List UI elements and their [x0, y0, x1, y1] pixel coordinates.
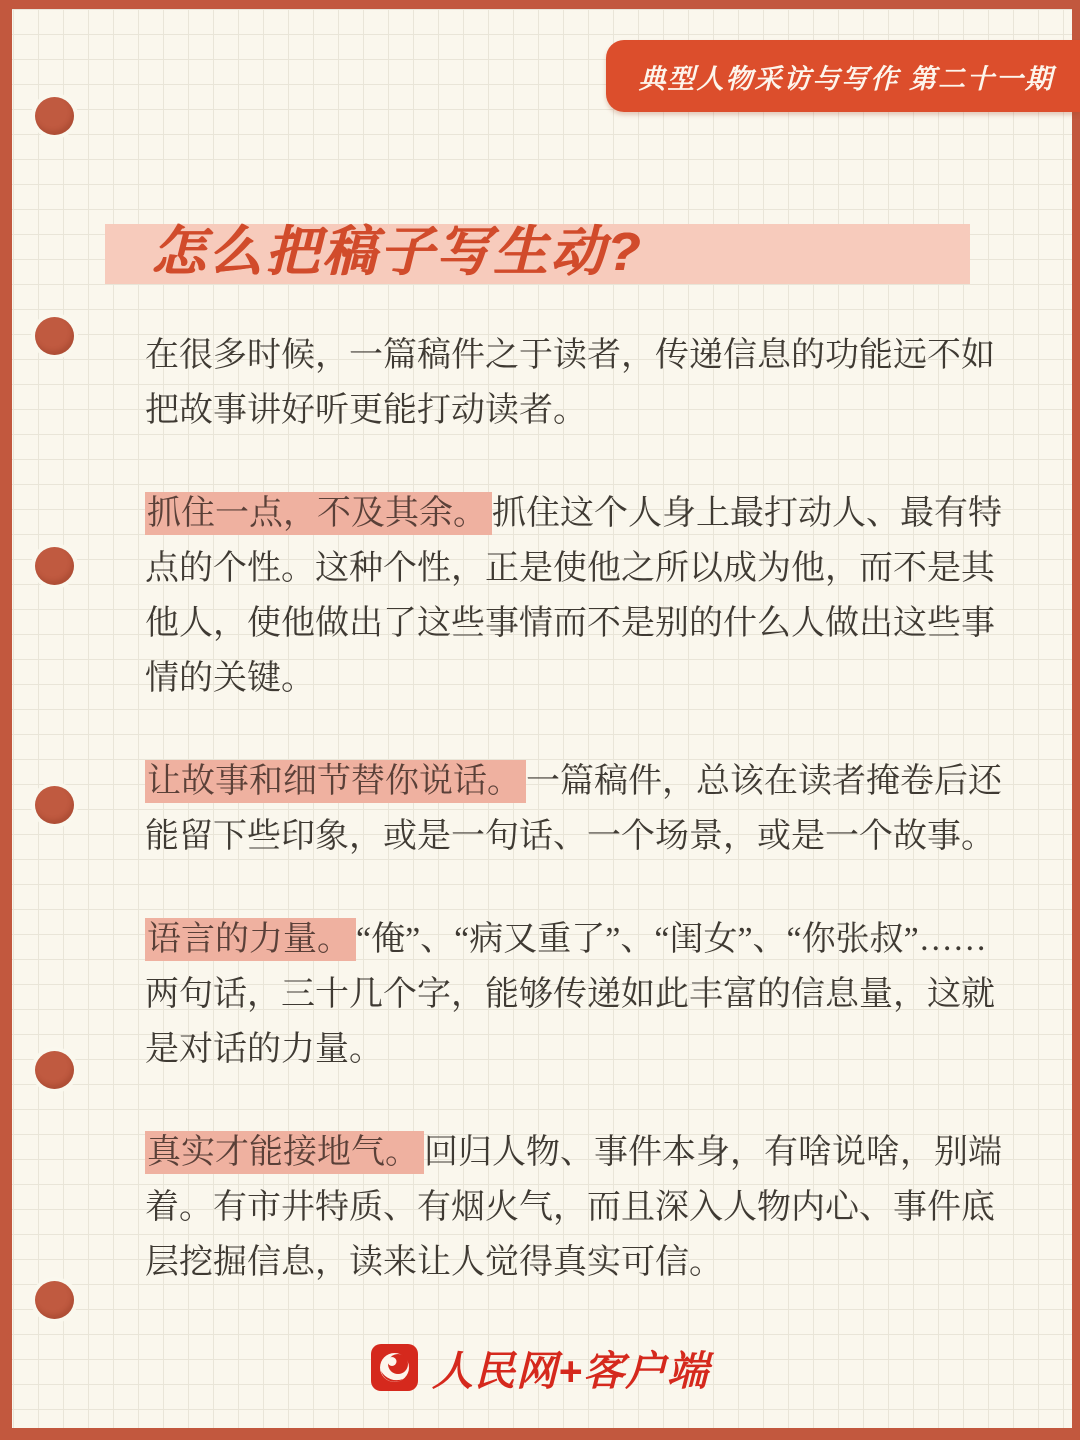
- binder-dot: [35, 547, 74, 585]
- paragraph: [145, 1125, 1007, 1290]
- publisher-logo: [0, 1338, 1080, 1397]
- binder-dot: [35, 97, 74, 135]
- paragraph: [145, 912, 1007, 1077]
- paragraph-text: 一篇稿件，总该在读者掩卷后还能留下些印象，或是一句话、一个场景，或是一个故事。: [145, 763, 1002, 855]
- series-badge-label: 典型人物采访与写作 第二十一期: [638, 63, 1054, 94]
- paragraph-lead-highlight: 真实才能接地气。: [145, 1131, 424, 1174]
- frame-border-top: [0, 0, 1080, 9]
- paragraph-text: 抓住这个人身上最打动人、最有特点的个性。这种个性，正是使他之所以成为他，而不是其他人，使他做出了这些事情而不是别的什么人做出这些事情的关键。: [145, 495, 1002, 697]
- binder-dot: [35, 786, 74, 824]
- page-title: 怎么把稿子写生动?: [151, 222, 643, 282]
- paragraph-text: “俺”、“病又重了”、“闺女”、“你张叔”……两句话，三十几个字，能够传递如此丰富的信息量，这就是对话的力量。: [145, 921, 995, 1068]
- paragraph-lead-highlight: 语言的力量。: [145, 918, 356, 961]
- series-badge: [606, 40, 1080, 112]
- paragraph-lead-highlight: 让故事和细节替你说话。: [145, 760, 526, 803]
- paragraph-text: 在很多时候，一篇稿件之于读者，传递信息的功能远不如把故事讲好听更能打动读者。: [145, 337, 995, 429]
- frame-border-right: [1072, 0, 1080, 1440]
- binder-dot: [35, 1281, 74, 1319]
- frame-border-bottom: [0, 1428, 1080, 1440]
- binder-dot: [35, 317, 74, 355]
- article-body: [145, 328, 1007, 1338]
- frame-border-left: [0, 0, 12, 1440]
- publisher-logo-text: 人民网+客户端: [432, 1348, 709, 1394]
- binder-dot: [35, 1051, 74, 1089]
- paragraph-text: 回归人物、事件本身，有啥说啥，别端着。有市井特质、有烟火气，而且深入人物内心、事件底层挖掘信息，读来让人觉得真实可信。: [145, 1134, 1002, 1281]
- people-daily-swirl-icon: [371, 1344, 418, 1391]
- paragraph: [145, 328, 1007, 438]
- title-highlight-bar: [105, 224, 970, 284]
- paragraph-lead-highlight: 抓住一点，不及其余。: [145, 492, 492, 535]
- paragraph: [145, 486, 1007, 706]
- paragraph: [145, 754, 1007, 864]
